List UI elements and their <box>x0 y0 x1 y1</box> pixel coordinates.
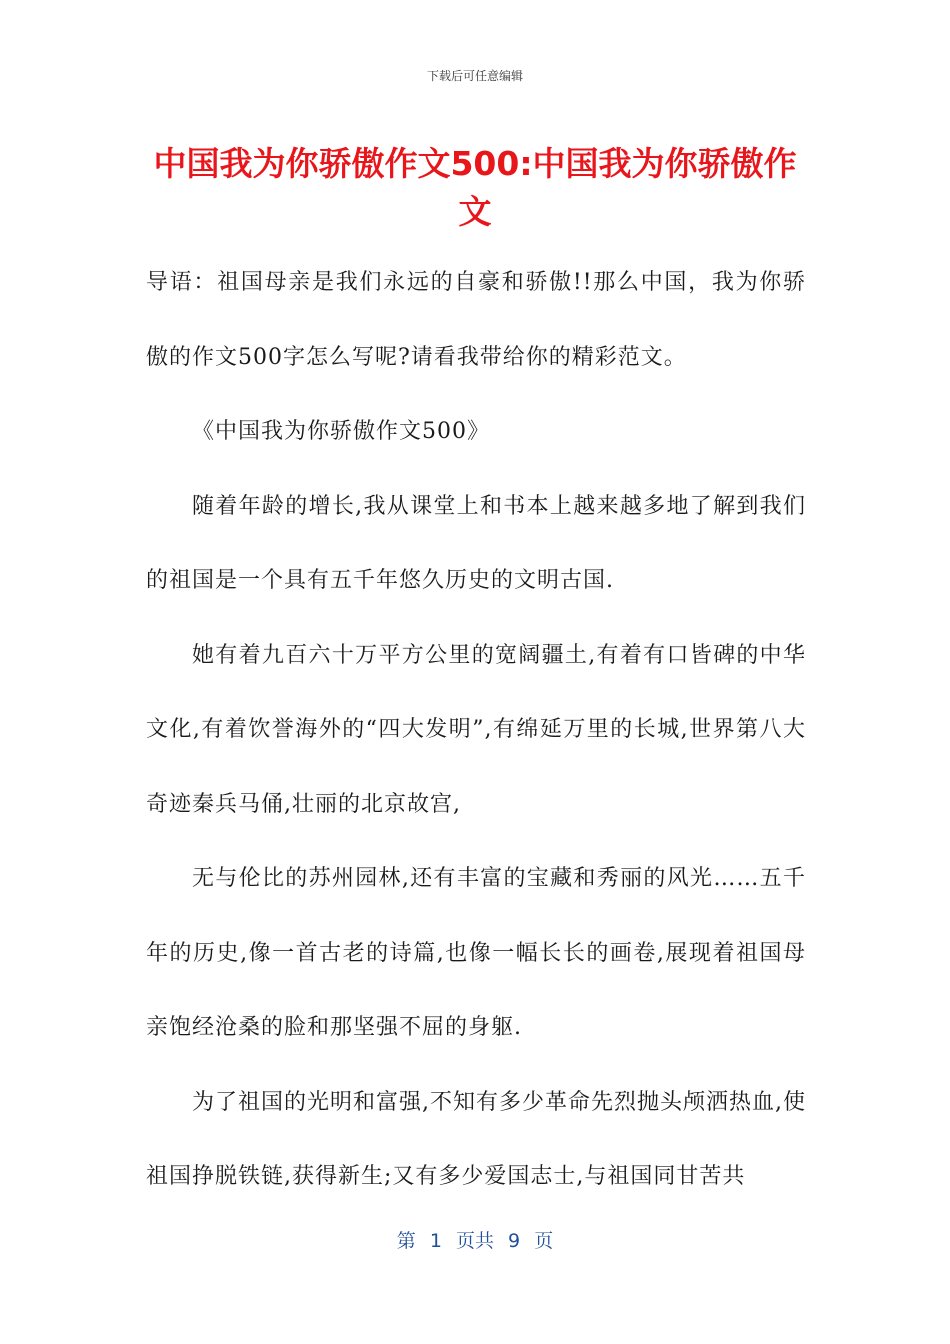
page-footer <box>0 1226 950 1253</box>
page-label-suffix: 页 <box>534 1230 554 1252</box>
paragraph: 无与伦比的苏州园林,还有丰富的宝藏和秀丽的风光……五千年的历史,像一首古老的诗篇,也像一幅长长的画卷,展现着祖国母亲饱经沧桑的脸和那坚强不屈的身躯. <box>146 866 806 1040</box>
page-total-number: 9 <box>508 1230 521 1252</box>
header-note: 下载后可任意编辑 <box>426 69 523 83</box>
paragraph: 她有着九百六十万平方公里的宽阔疆土,有着有口皆碑的中华文化,有着饮誉海外的“四大发明”,有绵延万里的长城,世界第八大奇迹秦兵马俑,壮丽的北京故宫, <box>146 642 806 817</box>
page-current-number: 1 <box>429 1230 442 1252</box>
document-body <box>146 246 806 1215</box>
paragraph: 随着年龄的增长,我从课堂上和书本上越来越多地了解到我们的祖国是一个具有五千年悠久历史的文明古国. <box>146 493 806 593</box>
document-title: 中国我为你骄傲作文500:中国我为你骄傲作文 <box>153 144 797 231</box>
paragraph-essay-title: 《中国我为你骄傲作文500》 <box>192 419 490 444</box>
paragraph-intro: 导语：祖国母亲是我们永远的自豪和骄傲!!那么中国，我为你骄傲的作文500字怎么写呢?请看我带给你的精彩范文。 <box>146 270 806 370</box>
page-label-middle: 页共 <box>455 1230 494 1252</box>
page-label-prefix: 第 <box>396 1230 416 1252</box>
paragraph: 为了祖国的光明和富强,不知有多少革命先烈抛头颅洒热血,使祖国挣脱铁链,获得新生;又有多少爱国志士,与祖国同甘苦共 <box>146 1089 806 1189</box>
